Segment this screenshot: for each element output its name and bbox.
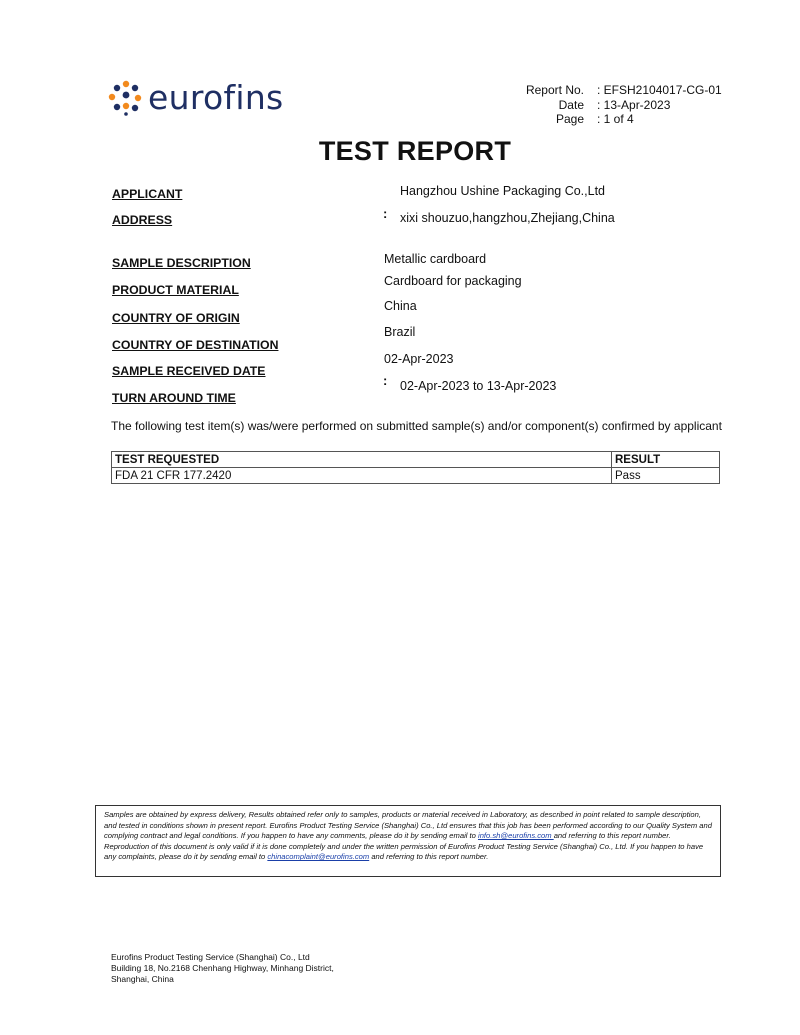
disclaimer-text: and referring to this report number. <box>369 852 489 862</box>
column-header-result: RESULT <box>612 452 720 468</box>
complaint-email-link[interactable]: chinacomplaint@eurofins.com <box>267 852 370 862</box>
test-results-table <box>111 451 720 484</box>
date-value: : 13-Apr-2023 <box>597 98 671 112</box>
footer-address-line: Building 18, No.2168 Chenhang Highway, Minhang District, <box>111 963 334 974</box>
disclaimer-box <box>95 805 721 877</box>
logo-wordmark: eurofins <box>148 78 284 117</box>
product-material-label: PRODUCT MATERIAL <box>112 283 239 297</box>
country-of-origin-value: China <box>384 299 417 313</box>
table-header-row <box>112 452 720 468</box>
colon-separator: : <box>383 373 388 388</box>
sample-description-label: SAMPLE DESCRIPTION <box>112 256 251 270</box>
company-address-footer <box>111 952 334 986</box>
sample-received-date-value: 02-Apr-2023 <box>384 352 454 366</box>
eurofins-logo-mark-icon <box>108 80 144 116</box>
intro-statement: The following test item(s) was/were performed on submitted sample(s) and/or component(s) confirmed by applicant <box>111 419 722 433</box>
footer-city: Shanghai, China <box>111 974 174 985</box>
sample-description-value: Metallic cardboard <box>384 252 487 266</box>
turn-around-time-value: 02-Apr-2023 to 13-Apr-2023 <box>400 379 557 393</box>
report-no-value: : EFSH2104017-CG-01 <box>597 83 722 97</box>
country-of-destination-label: COUNTRY OF DESTINATION <box>112 338 279 352</box>
turn-around-time-label: TURN AROUND TIME <box>112 391 236 405</box>
disclaimer-text: and referring to this report number. Reproduction of this document is only valid if it is done completely and under the written permission of Eurofins Product Testing Service (Shanghai) Co., Ltd. If you happen to have any complaints, please do it by sending email to <box>104 831 704 862</box>
page-title: TEST REPORT <box>318 136 512 166</box>
country-of-destination-value: Brazil <box>384 325 416 339</box>
page-value: : 1 of 4 <box>597 112 634 126</box>
address-value: xixi shouzuo,hangzhou,Zhejiang,China <box>400 211 615 225</box>
column-header-test-requested: TEST REQUESTED <box>112 452 612 468</box>
info-email-link[interactable]: info.sh@eurofins.com <box>478 831 554 841</box>
sample-received-date-label: SAMPLE RECEIVED DATE <box>112 364 266 378</box>
page-label: Page <box>555 112 584 126</box>
applicant-value: Hangzhou Ushine Packaging Co.,Ltd <box>400 184 605 198</box>
footer-company-name: Eurofins Product Testing Service (Shanghai) Co., Ltd <box>111 952 310 962</box>
eurofins-logo <box>108 78 288 118</box>
applicant-label: APPLICANT <box>112 187 183 201</box>
date-label: Date <box>558 98 584 112</box>
table-row <box>112 468 720 484</box>
address-label: ADDRESS <box>112 213 173 227</box>
disclaimer-text: Samples are obtained by express delivery, Results obtained refer only to samples, products or material received in Laboratory, as described in point related to sample description, and tested in conditions shown in present report. Eurofins Product Testing Service (Shanghai) Co., Ltd ensures that this job has been performed according to our Quality System and complying contract and legal conditions. If you happen to have any comments, please do it by sending email to <box>104 810 712 841</box>
report-no-label: Report No. <box>525 83 584 97</box>
test-requested-cell: FDA 21 CFR 177.2420 <box>112 468 612 484</box>
colon-separator: : <box>383 206 388 221</box>
result-cell: Pass <box>612 468 720 484</box>
country-of-origin-label: COUNTRY OF ORIGIN <box>112 311 240 325</box>
product-material-value: Cardboard for packaging <box>384 274 522 288</box>
